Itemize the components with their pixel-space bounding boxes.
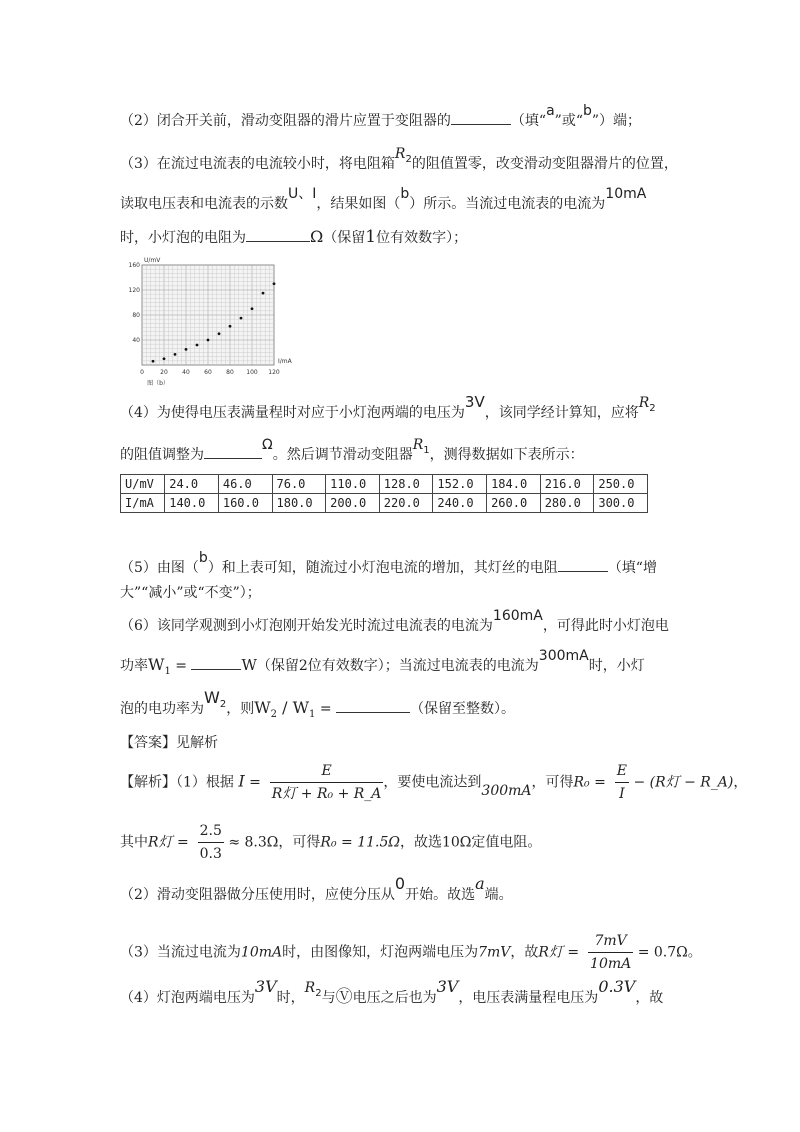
voltmeter-icon: Ⓥ <box>335 987 353 1007</box>
y-tick-label: 40 <box>132 337 140 344</box>
formula-fraction: $\frac{2.5}{0.3}$ <box>198 820 224 865</box>
answer-blank <box>336 699 410 713</box>
x-tick-label: 120 <box>268 369 280 376</box>
chart-caption: 图（b） <box>147 380 169 387</box>
answer-blank <box>204 445 262 459</box>
x-axis-label: I/mA <box>278 358 292 365</box>
table-row: U/mV 24.0 46.0 76.0 110.0 128.0 152.0 184.0 216.0 250.0 <box>121 475 648 494</box>
data-point <box>262 292 265 295</box>
q2-line: （2）闭合开关前，滑动变阻器的滑片应置于变阻器的 （填“a”或“b”）端； <box>120 103 642 129</box>
answer-blank <box>246 228 310 242</box>
data-point <box>152 360 155 363</box>
analysis-line1: 【解析】（1）根据 I = $\frac{E}{\text{R灯 + R₀ + R\_A}}$ ，要使电流达到300mA，可得R₀ = $\frac{E}{I}$ − (R灯 − R_A)， <box>120 760 747 805</box>
data-point <box>240 317 243 320</box>
data-point <box>163 357 166 360</box>
q3-line3: 时，小灯泡的电阻为 Ω（保留1位有效数字）； <box>120 227 468 247</box>
y-tick-label: 80 <box>132 312 140 319</box>
x-tick-label: 20 <box>160 369 168 376</box>
x-tick-label: 40 <box>182 369 190 376</box>
data-point <box>185 348 188 351</box>
analysis-line3: （2）滑动变阻器做分压使用时，应使分压从0开始。故选a端。 <box>120 874 513 903</box>
q6-line2: 功率$W_1 = W$（保留2位有效数字）；当流过电流表的电流为300mA时，小灯 <box>120 648 645 677</box>
formula-fraction: $\frac{7mV}{10mA}$ <box>588 930 633 975</box>
analysis-line4: （3）当流过电流为10mA时，由图像知，灯泡两端电压为7mV，故R灯 = $\frac{7mV}{10mA}$ = 0.7Ω。 <box>120 930 702 975</box>
y-axis-label: U/mV <box>144 257 161 264</box>
q3-line1: （3）在流过电流表的电流较小时，将电阻箱$R_2$的阻值置零，改变滑动变阻器滑片的位置， <box>120 146 678 172</box>
answer-label: 【答案】见解析 <box>120 735 218 751</box>
answer-blank <box>451 111 511 125</box>
formula-fraction: $\frac{E}{\text{R灯 + R₀ + R\_A}}$ <box>270 760 384 805</box>
table-row: I/mA 140.0 160.0 180.0 200.0 220.0 240.0 260.0 280.0 300.0 <box>121 494 648 513</box>
answer-blank <box>558 558 608 572</box>
data-table <box>120 474 648 513</box>
analysis-line5: （4）灯泡两端电压为3V时，$R_2$与Ⓥ电压之后也为3V，电压表满量程电压为0.3V，故 <box>120 977 664 1007</box>
analysis-line2: 其中R灯 = $\frac{2.5}{0.3}$ ≈ 8.3Ω，可得R₀ = 11.5Ω，故选10Ω定值电阻。 <box>120 820 541 865</box>
data-point <box>196 344 199 347</box>
data-point <box>207 339 210 342</box>
formula-fraction: $\frac{E}{I}$ <box>615 760 629 805</box>
answer-blank <box>191 656 241 670</box>
data-point <box>251 307 254 310</box>
q3-line2: 读取电压表和电流表的示数U、I，结果如图（b）所示。当流过电流表的电流为10mA <box>120 186 647 212</box>
y-tick-label: 120 <box>128 287 140 294</box>
x-tick-label: 100 <box>246 369 258 376</box>
q5-line1: （5）由图（b）和上表可知，随流过小灯泡电流的增加，其灯丝的电阻 （填“增 <box>120 550 657 576</box>
x-tick-label: 60 <box>204 369 212 376</box>
q6-line1: （6）该同学观测到小灯泡刚开始发光时流过电流表的电流为160mA，可得此时小灯泡电 <box>120 608 669 634</box>
x-tick-label: 80 <box>226 369 234 376</box>
x-tick-label: 0 <box>140 369 144 376</box>
q5-line2: 大”“减小”或“不变”）； <box>120 585 261 601</box>
data-point <box>273 282 276 285</box>
chart-figure-b <box>120 253 290 393</box>
q4-line2: 的阻值调整为Ω。然后调节滑动变阻器$R_1$，测得数据如下表所示： <box>120 437 584 463</box>
data-point <box>229 325 232 328</box>
q6-line3: 泡的电功率为$W_2$，则$W_2 / W_1$ = （保留至整数）。 <box>120 688 516 720</box>
data-point <box>174 353 177 356</box>
y-tick-label: 160 <box>128 262 140 269</box>
q4-line1: （4）为使得电压表满量程时对应于小灯泡两端的电压为3V，该同学经计算知，应将$R_2$ <box>120 393 656 421</box>
data-point <box>218 332 221 335</box>
